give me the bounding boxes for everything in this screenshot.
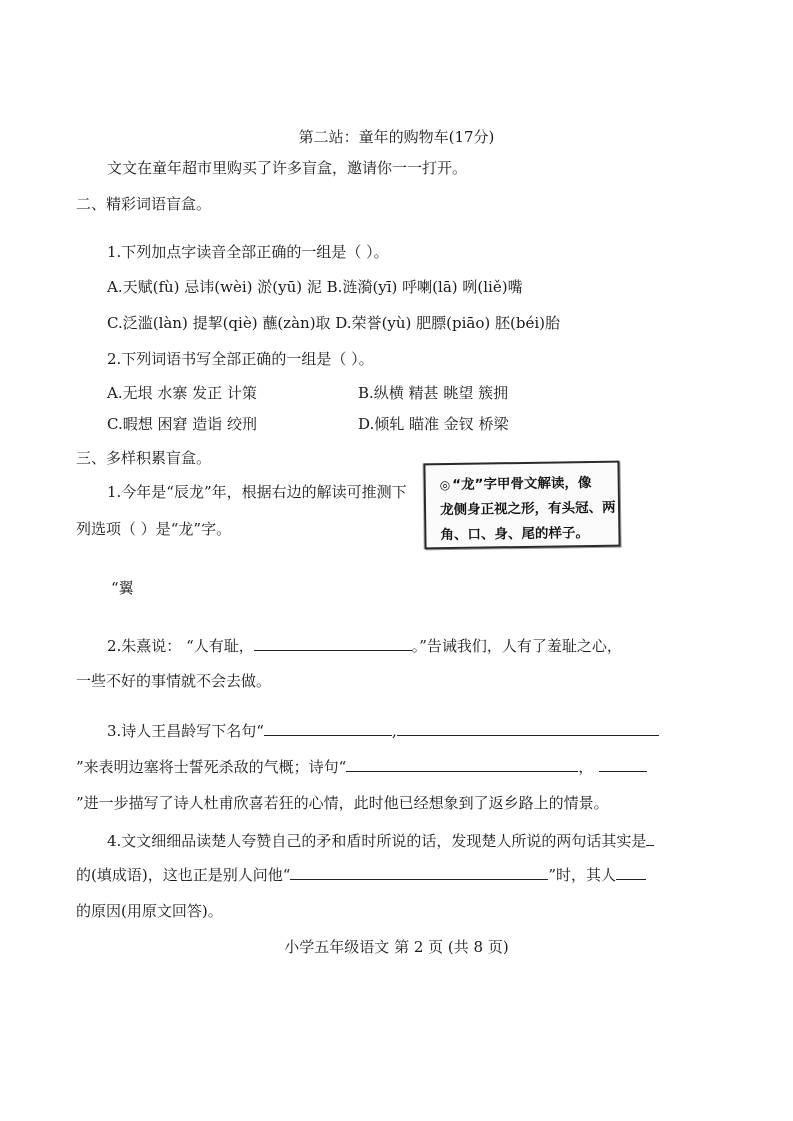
p3-q3-comma: , bbox=[391, 722, 397, 740]
answer-blank[interactable] bbox=[290, 865, 548, 880]
part3-heading: 三、多样积累盲盒。 bbox=[76, 449, 212, 467]
page-footer: 小学五年级语文 第 2 页 (共 8 页) bbox=[284, 938, 509, 956]
q1-stem: 1.下列加点字读音全部正确的一组是（ ）。 bbox=[107, 243, 389, 261]
q2-option-c: C.暇想 困窘 造诣 绞刑 bbox=[107, 415, 258, 433]
circle-bullet-icon: ◎ bbox=[439, 478, 451, 493]
p3-q2-line2: 一些不好的事情就不会去做。 bbox=[76, 672, 272, 690]
answer-blank[interactable] bbox=[254, 636, 412, 651]
answer-blank[interactable] bbox=[646, 831, 654, 846]
q1-options-ab: A.天赋(fù) 忌讳(wèi) 淤(yū) 泥 B.涟漪(yī) 呼喇(lā) 咧(liě)嘴 bbox=[107, 278, 523, 296]
p3-q1-line2: 列选项（ ）是“龙”字。 bbox=[76, 520, 232, 538]
q2-option-d: D.倾轧 瞄准 金钗 桥梁 bbox=[358, 415, 509, 433]
p3-q3-line2 bbox=[76, 757, 647, 777]
p3-q4-text-a: 4.文文细细品读楚人夸赞自己的矛和盾时所说的话，发现楚人所说的两句话其实是 bbox=[107, 832, 647, 850]
q2-stem: 2.下列词语书写全部正确的一组是（ ）。 bbox=[107, 350, 374, 368]
p3-q1-fragment: “翼 bbox=[111, 579, 134, 597]
part2-heading: 二、精彩词语盲盒。 bbox=[76, 195, 212, 213]
p3-q4-line3: 的原因(用原文回答)。 bbox=[76, 902, 223, 920]
answer-blank[interactable] bbox=[397, 721, 659, 736]
answer-blank[interactable] bbox=[599, 757, 647, 772]
q2-option-a: A.无垠 水寨 发正 计策 bbox=[107, 384, 257, 402]
p3-q2-text-b: 。”告诫我们，人有了羞耻之心， bbox=[411, 637, 622, 655]
p3-q4-line2 bbox=[76, 865, 646, 885]
p3-q2-text-a: 2.朱熹说： “人有耻， bbox=[107, 637, 254, 655]
callout-line-1: “龙”字甲骨文解读，像 bbox=[452, 475, 592, 493]
p3-q1-line1: 1.今年是“辰龙”年，根据右边的解读可推测下 bbox=[107, 483, 407, 501]
p3-q4-line1 bbox=[107, 831, 654, 851]
answer-blank[interactable] bbox=[616, 865, 646, 880]
p3-q4-text-c: ”时，其人 bbox=[548, 866, 617, 884]
p3-q3-line1 bbox=[107, 721, 659, 741]
q2-option-b: B.纵横 精甚 眺望 簇拥 bbox=[358, 384, 509, 402]
p3-q3-text-c: ， bbox=[578, 758, 594, 776]
section-title: 第二站：童年的购物车(17分) bbox=[298, 128, 495, 146]
callout-line-2: 龙侧身正视之形，有头冠、两 bbox=[439, 499, 616, 519]
dragon-oracle-callout bbox=[423, 461, 620, 550]
p3-q3-line3: ”进一步描写了诗人杜甫欣喜若狂的心情，此时他已经想象到了返乡路上的情景。 bbox=[76, 794, 609, 812]
p3-q2-line1 bbox=[107, 636, 622, 656]
callout-line-3: 角、口、身、尾的样子。 bbox=[440, 525, 590, 544]
p3-q3-text-a: 3.诗人王昌龄写下名句“ bbox=[107, 722, 264, 740]
p3-q4-text-b: 的(填成语)，这也正是别人问他“ bbox=[76, 866, 291, 884]
answer-blank[interactable] bbox=[264, 721, 392, 736]
intro-text: 文文在童年超市里购买了许多盲盒，邀请你一一打开。 bbox=[107, 159, 468, 177]
q1-options-cd: C.泛滥(làn) 提挈(qiè) 蘸(zàn)取 D.荣誉(yù) 肥膘(piāo) 胚(béi)胎 bbox=[107, 314, 561, 332]
p3-q3-text-b: ”来表明边塞将士誓死杀敌的气概；诗句“ bbox=[76, 758, 347, 776]
answer-blank[interactable] bbox=[346, 757, 578, 772]
